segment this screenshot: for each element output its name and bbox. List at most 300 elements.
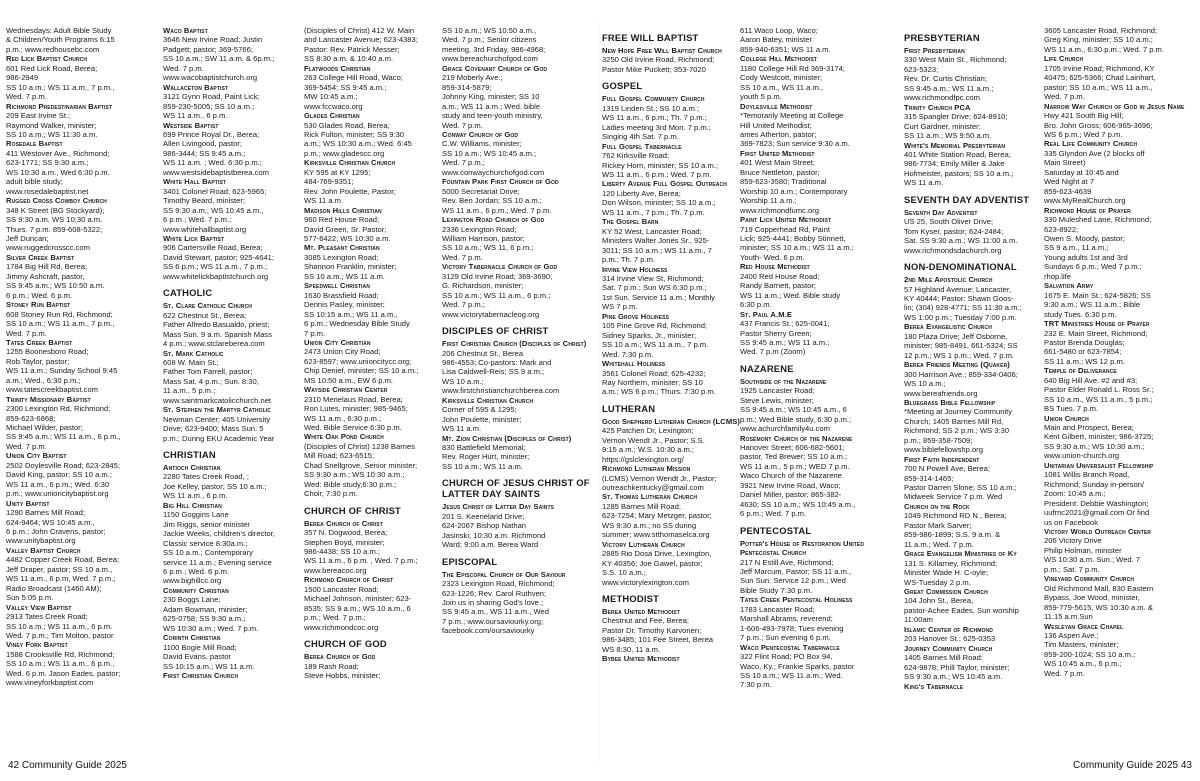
church-name: King's Tabernacle [904, 681, 964, 691]
listing-detail-line: SS 9:45 a.m.; WS 10:45 a.m., 6 [740, 405, 847, 415]
listing-detail-line: 623-5323; [904, 64, 939, 74]
listing-detail-line: Ladies meeting 3rd Mon. 7 p.m.; [602, 122, 711, 132]
listing-detail-line: Choir, 7:30 p.m. [304, 489, 358, 499]
church-name: Wayside Christian Center [304, 385, 388, 395]
listing-detail-line: Steve Lewis, minister; [740, 395, 814, 405]
church-listing [163, 586, 311, 633]
listing-detail-line: WS 10:30 a.m.; Wed. 7 p.m. [163, 623, 259, 633]
church-name: Berea Evangelistic Church [904, 322, 992, 332]
listing-detail-line: 105 Pine Grove Rd, Richmond; [602, 321, 708, 331]
listing-detail-line: Bro. John Gross; 606-965-3696; [1044, 120, 1153, 130]
listing-detail-line: a.m.; WS 11 a.m.; Wed. bible [442, 101, 541, 111]
listing-detail-line: 217 N Estill Ave, Richmond; [740, 557, 834, 567]
listing-detail-line: Pastor Mike Puckett; 353-7020 [602, 64, 706, 74]
listing-detail-line: SS 9:30 a.m.; WS 10:45 a.m., [163, 205, 264, 215]
listing-detail-line: www.union-church.org [1044, 451, 1120, 461]
listing-detail-line: 3921 New Irvine Road, Waco; [740, 480, 841, 490]
listing-detail-line: p.m.; www.unioncitybaptist.org [6, 489, 109, 499]
listing-detail-line: Bible Study 7:30 p.m. [740, 585, 813, 595]
church-name: Trinity Missionary Baptist [6, 394, 91, 404]
listing-detail-line: and Lancaster Avenue; 623-4383; [304, 35, 418, 45]
listing-detail-line: Sat. SS 9:30 a.m.; WS 11:00 a.m. [904, 236, 1018, 246]
section-heading: SEVENTH DAY ADVENTIST [904, 193, 1030, 205]
listing-detail-line: 2473 Union City Road; [304, 347, 381, 357]
church-listing [602, 359, 750, 397]
listing-detail-line: youth 5 p.m. [740, 92, 782, 102]
listing-detail-line: 986-4553; Co-pastors: Mark and [442, 357, 552, 367]
listing-detail-line: a.m.; Wed., 6:30 p.m.; [6, 375, 81, 385]
listing-detail-line: SS 10 a.m.; WS 11 a.m., 6 p.m. [6, 621, 113, 631]
listing-detail-line: Ray Northern, minister; SS 10 [602, 377, 703, 387]
church-listing [6, 451, 154, 498]
listing-detail-line: 859-230-5005; SS 10 a.m.; [163, 101, 255, 111]
listing-detail-line: 1784 Big Hill Rd, Berea; [6, 262, 88, 272]
church-listing [304, 206, 452, 244]
listing-detail-line: 986-2949 [6, 73, 39, 83]
listing-detail-line: 1290 Barnes Mill Road; [6, 508, 85, 518]
listing-detail-line: WS 11 a.m., 6 p.m.; Th. 7 p.m.; [602, 113, 707, 123]
listing-detail-line: 6 p.m.; Wednesday Bible Study [304, 319, 410, 329]
church-listing [163, 463, 311, 501]
listing-detail-line: Raymond Walker, minister; [6, 120, 97, 130]
church-listing [442, 434, 590, 472]
church-listing [6, 253, 154, 300]
listing-detail-line: SS 10 a.m.; WS 11 a.m., 6 p.m.; [442, 290, 551, 300]
church-name: The Gospel Barn [602, 217, 659, 227]
listing-detail-line: WS 8:30, 11 a.m. [602, 644, 661, 654]
church-name: Red Lick Baptist Church [6, 54, 88, 64]
listing-detail-line: SS 9:30 a.m.; WS 10:30 a.m.; [1044, 441, 1145, 451]
listing-detail-line: WS 9:30 a.m.; no SS during [602, 520, 697, 530]
listing-detail-line: Singing 4th Sat. 7 p.m. [602, 132, 679, 142]
church-listing [1044, 102, 1192, 140]
listing-detail-line: & Children/Youth Programs 6:15 [6, 35, 115, 45]
church-name: Valley Baptist Church [6, 545, 81, 555]
listing-detail-line: https://gslclexington.org/ [602, 454, 684, 464]
listing-detail-line: David Evans, pastor [163, 652, 231, 662]
church-name: Corinth Christian [163, 633, 221, 643]
listing-detail-line: 369-5454; SS 9:45 a.m.; [304, 82, 387, 92]
listing-detail-line: Radio Broadcast (1460 AM); [6, 583, 102, 593]
listing-detail-line: MW 10:45 a.m.; [304, 92, 358, 102]
church-name: Grace Covenant Church of God [442, 63, 548, 73]
listing-detail-line: www.bereafriends.org [904, 388, 978, 398]
section-heading: CHRISTIAN [163, 449, 216, 461]
church-listing [602, 94, 750, 141]
listing-detail-line: 2913 Tates Creek Road; [6, 612, 88, 622]
church-name: Seventh Day Adventist [904, 207, 978, 217]
listing-detail-line: 219 Moberly Ave.; [442, 73, 503, 83]
church-name: College Hill Methodist [740, 54, 818, 64]
listing-detail-line: www.firstchristianchurchberea.com [442, 386, 560, 396]
listing-detail-line: 5000 Secretariat Drive; [442, 186, 520, 196]
church-listing [740, 643, 888, 690]
listing-detail-line: www.ruggedcrosscc.com [6, 243, 90, 253]
church-name: Bluegrass Bible Fellowship [904, 397, 996, 407]
church-listing [6, 499, 154, 546]
church-listing [163, 501, 311, 586]
listing-detail-line: SS 10 a.m.; WS 11 a.m., 7 p.m. [602, 340, 709, 350]
listing-detail-line: Mass Sat. 4 p.m.; Sun. 8:30, [163, 376, 259, 386]
church-listing [904, 46, 1052, 103]
church-name: Trinity Church PCA [904, 102, 971, 112]
church-name: Antioch Christian [163, 463, 221, 473]
listing-detail-line: 622 Chestnut St., Berea; [163, 310, 247, 320]
listing-detail-line: WS 7 p.m. [602, 302, 638, 312]
church-name: Waco Pentecostal Tabernacle [740, 642, 840, 652]
listing-detail-line: 2310 Menelaus Road, Berea; [304, 394, 403, 404]
church-listing [1044, 139, 1192, 205]
listing-detail-line: KY 52 West, Lancaster Road; [602, 226, 702, 236]
listing-detail-line: 530 Glades Road, Berea; [304, 120, 390, 130]
listing-detail-line: www.achurchfamily4u.com [740, 424, 830, 434]
church-listing [304, 281, 452, 338]
church-name: Southside of the Nazarene [740, 376, 827, 386]
church-name: Victory World Outreach Center [1044, 527, 1152, 537]
church-name: Richmond Lutheran Mission [602, 464, 691, 474]
church-listing [1044, 414, 1192, 461]
listing-detail-line: SS 10 a.m.; WS 11 a.m., 7 p.m., [6, 319, 115, 329]
listing-detail-line: WS 10:30 a.m. Sun.; Wed. 7 [1044, 555, 1141, 565]
church-listing [304, 519, 452, 576]
listing-detail-line: www.victorytabernacleog.org [442, 309, 540, 319]
church-name: St. Paul A.M.E [740, 309, 793, 319]
listing-detail-line: SS 9:30 a.m.; WS 10:30 a.m.; [304, 470, 405, 480]
listing-detail-line: Sundays 6 p.m.; Wed 7 p.m.; [1044, 262, 1142, 272]
church-name: TRT Ministries House of Prayer [1044, 319, 1150, 329]
listing-detail-line: www.westsidebaptistberea.com [163, 167, 269, 177]
church-name: Life Church [1044, 54, 1084, 64]
listing-detail-line: MS 10:50 a.m., EW 6 p.m. [304, 375, 394, 385]
listing-detail-line: 2336 Lexington Road; [442, 224, 517, 234]
listing-detail-line: 8535; SS 9 a.m.; WS 10 a.m., 6 [304, 603, 411, 613]
listing-detail-line: Don Wilson, minister; SS 10 a.m.; [602, 198, 716, 208]
church-listing [6, 603, 154, 641]
listing-detail-line: Randy Barnett, pastor; [740, 281, 816, 291]
listing-detail-line: Father Alfredo Basualdo, priest; [163, 320, 270, 330]
church-listing [442, 177, 590, 215]
section-heading: METHODIST [602, 593, 660, 605]
listing-detail-line: Wed. 7 p.m.; Tim Molton, pastor [6, 631, 114, 640]
listing-detail-line: Jeff Marcum, Pastor; SS 11 a.m., [740, 567, 852, 577]
listing-detail-line: 411 Westover Ave., Richmond; [6, 148, 110, 158]
listing-detail-line: 2885 Rio Dosa Drive, Lexington, [602, 549, 712, 559]
listing-detail-line: Richmond; Sunday in-person/ [1044, 479, 1145, 489]
listing-detail-line: 11:00am [904, 615, 933, 625]
listing-detail-line: SS 10 a.m.; WS 11 a.m. [442, 461, 523, 471]
church-listing [6, 338, 154, 395]
section-heading: FREE WILL BAPTIST [602, 32, 699, 43]
church-name: Fountain Park First Church of God [442, 177, 559, 187]
listing-detail-line: Ward; 9:00 a.m. Berea Ward [442, 540, 539, 550]
listing-detail-line: Wed Night at 7 [1044, 177, 1095, 187]
listing-detail-line: 2280 Tates Creek Road, ; [163, 472, 249, 482]
church-listing [602, 265, 750, 312]
listing-detail-line: Michael Johnson, minister; 623- [304, 594, 412, 604]
listing-detail-line: rhop.life [1044, 271, 1072, 281]
listing-detail-line: SS 10 a.m.; WS 10:45 a.m.; [442, 148, 537, 158]
listing-detail-line: WS 10 a.m.; [442, 376, 484, 386]
listing-detail-line: Bypass, Joe Wood, minister, [1044, 593, 1140, 603]
listing-detail-line: Jimmy Ashcraft, pastor, [6, 271, 85, 281]
listing-detail-line: SS 10 a.m.; WS 11, 6 p.m.; [442, 243, 534, 253]
church-listing [602, 607, 750, 654]
listing-detail-line: 1285 Barnes Mill Road; [602, 501, 681, 511]
church-listing [740, 434, 888, 472]
church-name: Richmond House of Prayer [1044, 205, 1131, 215]
listing-detail-line: 1180 College Hill Rd 369-3174; [740, 63, 845, 73]
church-listing [740, 54, 888, 101]
listing-detail-line: 700 N Powell Ave, Berea; [904, 464, 990, 474]
listing-detail-line: Marshall Abrams, reverend; [740, 614, 833, 624]
listing-detail-line: Lick; 925-4441; Bobby Stinnett, [740, 233, 846, 243]
church-listing [602, 492, 750, 539]
listing-detail-line: Rev. Roger Hurt, minister; [442, 452, 530, 462]
listing-detail-line: 719 Copperhead Rd, Paint [740, 224, 830, 234]
church-name: Irvine View Holiness [602, 264, 668, 274]
listing-detail-line: Greg King, minister; SS 10 a.m.; [1044, 35, 1153, 45]
church-name: Conway Church of God [442, 129, 519, 139]
listing-detail-line: Owen S. Moody, pastor; [1044, 233, 1125, 243]
listing-detail-line: 611 Waco Loop, Waco; [740, 26, 818, 35]
church-listing [602, 540, 750, 587]
section-heading: PRESBYTERIAN [904, 32, 980, 43]
listing-detail-line: 6 p.m.; Wed. 7 p.m.; [163, 215, 232, 225]
listing-detail-line: 7:30 p.m. [740, 680, 772, 690]
church-listing [304, 652, 452, 680]
listing-detail-line: 859-314-1465; [904, 473, 954, 483]
listing-detail-line: 104 John St., Berea, [904, 596, 974, 606]
listing-detail-line: 232 E. Main Street, Richmond; [1044, 328, 1148, 338]
listing-detail-line: 314 Irvine View St, Richmond; [602, 273, 704, 283]
church-listing [602, 654, 750, 663]
listing-detail-line: President: Debbie Washington; [1044, 498, 1149, 508]
church-listing [602, 464, 750, 492]
listing-detail-line: 625-0758; SS 9:30 a.m.; [163, 614, 246, 624]
listing-detail-line: 11 a.m.; Wed. 7 p.m. [904, 539, 974, 549]
listing-detail-line: 830 Battlefield Memorial; [442, 443, 526, 453]
church-name: Silver Creek Baptist [6, 252, 75, 262]
church-listing [304, 338, 452, 385]
church-name: Salvation Army [1044, 281, 1094, 291]
church-listing [904, 587, 1052, 625]
listing-detail-line: www.saintmarkcatolicchurch.net [163, 395, 272, 405]
listing-detail-line: 2300 Lexington Rd, Richmond; [6, 404, 111, 414]
listing-detail-line: Wed. 7 p.m. [1044, 668, 1085, 678]
church-listing [6, 54, 154, 101]
church-listing [602, 179, 750, 217]
listing-detail-line: US 25, South Oliver Drive; [904, 217, 994, 227]
listing-detail-line: Jeff Draper, pastor; SS 10 a.m., [6, 564, 113, 574]
church-listing [6, 640, 154, 687]
listing-detail-line: Sat. 7 p.m.; Sun WS 6:30 p.m.; [602, 283, 707, 293]
listing-detail-line: SS 9:30 a.m.; WS 10:45 a.m. [904, 672, 1003, 682]
church-name: Richmond Church of Christ [304, 575, 394, 585]
listing-detail-line: KY 40444; Pastor: Shawn Goos- [904, 293, 1014, 303]
church-name: Westside Baptist [163, 120, 219, 130]
church-name: Vineyard Community Church [1044, 574, 1135, 584]
listing-detail-line: 640 Big Hill Ave. #2 and #3; [1044, 375, 1138, 385]
church-name: Wallaceton Baptist [163, 82, 229, 92]
church-name: Bybee United Methodist [602, 654, 680, 664]
church-listing [442, 396, 590, 434]
church-name: St. Thomas Lutheran Church [602, 492, 698, 502]
listing-detail-line: 40475; 625-5366; Chad Lainhart, [1044, 73, 1156, 83]
listing-detail-line: WS 11 a.m., 6 p.m.; Wed. 6:30 [6, 479, 110, 489]
church-listing [1044, 527, 1192, 574]
church-name: Flatwoods Christian [304, 63, 371, 73]
listing-detail-line: KY 595 at KY 1295; [304, 167, 371, 177]
listing-detail-line: 960 Red House Road; [304, 215, 380, 225]
church-name: New Hope Free Will Baptist Church [602, 46, 722, 55]
listing-detail-line: Newman Center; 405 University [163, 414, 271, 424]
listing-detail-line: 859-779-5615, WS 10:30 a.m. & [1044, 602, 1153, 612]
listing-detail-line: 330 Muleshed Lane, Richmond; [1044, 215, 1152, 225]
listing-detail-line: Lisa Caldwell-Reis; SS 9 a.m.; [442, 367, 545, 377]
church-name: Jesus Christ of Latter Day Saints [442, 502, 555, 512]
listing-detail-line: SS 10 a.m.; SW 11 a.m. & 6p.m.; [163, 54, 275, 64]
listing-detail-line: 348 K Street (BG Stockyard); [6, 205, 105, 215]
listing-detail-line: 699 Prince Royal Dr., Berea; [163, 129, 260, 139]
church-name: Full Gospel Tabernacle [602, 141, 682, 151]
directory-column-6 [740, 26, 888, 761]
listing-detail-line: Wed. 7 p.m. [442, 120, 483, 130]
listing-detail-line: p.m.; Th. 7 p.m. [602, 255, 656, 265]
listing-detail-line: 322 Flint Road; PO Box 94, [740, 652, 833, 662]
church-listing [904, 682, 1052, 691]
listing-detail-line: adult bible study; [6, 177, 63, 187]
listing-detail-line: WS-Tuesday 2 p.m. [904, 577, 971, 587]
church-listing [1044, 26, 1192, 54]
listing-detail-line: 859-200-1024; SS 10 a.m.; [1044, 649, 1136, 659]
listing-detail-line: Worship 10 a.m.; Contemporary [740, 186, 848, 196]
listing-detail-line: 203 Hanover St.; 625-0353 [904, 634, 996, 644]
church-name: Church on the Rock [904, 501, 970, 511]
church-name: Berea Church of God [304, 652, 376, 662]
church-name: Temple of Deliverance [1044, 366, 1117, 376]
church-listing [163, 83, 311, 121]
listing-detail-line: SS 9:30 a.m. WS 10;30 a.m. [6, 215, 103, 225]
listing-detail-line: 131 S. Killarney, Richmond; [904, 558, 998, 568]
church-listing [602, 46, 750, 74]
listing-detail-line: Sidney Sparks, Jr., minister; [602, 330, 697, 340]
listing-detail-line: Wed. 6 p.m. Jason Eades, pastor; [6, 668, 121, 678]
listing-detail-line: www.richmondsdachurch.org [904, 245, 1002, 255]
listing-detail-line: Wed: Bible study,6:30 p.m.; [304, 479, 397, 489]
church-name: Stoney Run Baptist [6, 300, 71, 310]
church-name: Berea United Methodist [602, 607, 680, 617]
church-name: Tates Creek Pentecostal Holiness [740, 595, 853, 605]
listing-detail-line: Father Tom Farrell, pastor; [163, 367, 253, 377]
listing-detail-line: Chip Denief, minister; SS 10 a.m.; [304, 366, 419, 376]
listing-detail-line: 9:30 a.m.; WS 11 a.m.; Bible [1044, 300, 1141, 310]
listing-detail-line: WS 11 a.m., 6 p.m.; Wed. 7 p.m. [442, 205, 552, 215]
listing-detail-line: Old Richmond Mall, 830 Eastern [1044, 583, 1154, 593]
listing-detail-line: 1081 Willis Branch Road, [1044, 470, 1130, 480]
listing-detail-line: 263 College Hill Road, Waco; [304, 73, 403, 83]
church-name: White Oak Pond Church [304, 432, 384, 442]
listing-detail-line: Pastor Sherry Green; [740, 328, 812, 338]
listing-detail-line: David Green, Sr. Pastor; [304, 224, 387, 234]
church-listing [1044, 461, 1192, 527]
directory-column-3 [304, 26, 452, 761]
listing-detail-line: SS 10 a.m., WS 11 a.m., 5 p.m.; [1044, 394, 1153, 404]
church-listing [904, 275, 1052, 322]
listing-detail-line: 401 White Station Road, Berea; [904, 149, 1011, 159]
church-name: First Presbyterian [904, 46, 965, 55]
listing-detail-line: www.vineyforkbaptist.com [6, 678, 94, 688]
church-name: Liberty Avenue Full Gospel Outreach [602, 179, 727, 189]
listing-detail-line: 180 Plaza Drive; Jeff Osborne, [904, 331, 1008, 341]
listing-detail-line: WS 11 a.m.; Wed. Bible study [740, 290, 841, 300]
listing-detail-line: Aaron Batey, minister [740, 35, 813, 45]
church-listing [442, 339, 590, 396]
listing-detail-line: SS 10 a.m., WS 11 a.m., [740, 82, 823, 92]
section-heading: GOSPEL [602, 80, 643, 92]
listing-detail-line: Youth- Wed. 6 p.m. [740, 252, 805, 262]
listing-detail-line: S.S. 10 a.m.; [602, 568, 646, 578]
church-listing [904, 644, 1052, 682]
listing-detail-line: 859-623-3580; Traditional [740, 177, 827, 187]
listing-detail-line: (LCMS) Vernon Wendt Jr., Pastor; [602, 473, 717, 483]
church-listing [602, 142, 750, 180]
listing-detail-line: Pastor Brenda Douglas; [1044, 337, 1125, 347]
church-name: Viney Fork Baptist [6, 640, 68, 650]
listing-detail-line: www.bereachurchofgod.com [442, 54, 538, 64]
listing-detail-line: Adam Bowman, minister; [163, 604, 248, 614]
listing-detail-line: pastor-Achee Eades, Sun worship [904, 605, 1019, 615]
church-listing [442, 502, 590, 549]
listing-detail-line: 1-606-493-7978; Tues evening [740, 623, 844, 633]
church-name: First Christian Church [163, 671, 239, 680]
listing-detail-line: Pastor Dr. Timothy Karvonen; [602, 625, 702, 635]
church-name: Glades Christian [304, 111, 360, 121]
church-name: Great Commission Church [904, 587, 988, 597]
church-name: Grace Evangelism Ministries of Ky [904, 549, 1017, 559]
church-name: Islamic Center of Richmond [904, 624, 993, 634]
listing-detail-line: 315 Spangler Drive; 624-8910; [904, 112, 1008, 122]
listing-detail-line: Pastor Elder Ronald L. Ross Sr.; [1044, 385, 1154, 395]
listing-detail-line: 1049 Richmond RD N., Berea; [904, 511, 1007, 521]
listing-detail-line: WS 11 a.m. [304, 196, 344, 206]
church-name: Madison Hills Christian [304, 205, 382, 215]
church-name: Community Christian [163, 585, 229, 595]
listing-detail-line: 437 Francis St.; 625-0041; [740, 319, 830, 329]
church-listing [442, 215, 590, 262]
directory-column-8 [1044, 26, 1192, 761]
church-name: Unity Baptist [6, 498, 50, 508]
section-heading: EPISCOPAL [442, 555, 498, 567]
church-name: Real Life Community Church [1044, 139, 1138, 149]
church-name: Rugged Cross Cowboy Church [6, 196, 107, 206]
church-listing [904, 455, 1052, 502]
listing-detail-line: Sun Sun. Service 12 p.m.; Wed [740, 576, 846, 586]
church-listing [1044, 622, 1192, 679]
listing-detail-line: SS 9:45 a.m., WS 11 a.m., Wed [442, 607, 549, 617]
listing-detail-line: 1783 Lancaster Road; [740, 604, 815, 614]
listing-detail-line: p.m.; www.gladescc.org [304, 148, 385, 158]
listing-detail-line: Wed. 7 p.m. [1044, 92, 1085, 102]
church-listing [740, 262, 888, 309]
church-name: 2nd Mile Apostolic Church [904, 275, 993, 285]
listing-detail-line: Minister Wade H. C-oyle; [904, 568, 989, 578]
listing-detail-line: 300 Harrison Ave.; 859-334-0406; [904, 369, 1018, 379]
church-listing [904, 502, 1052, 549]
listing-detail-line: Hofmeister, pastors; SS 10 a.m.; [904, 168, 1014, 178]
listing-detail-line: 401 West Main Street; [740, 158, 815, 168]
church-listing [1044, 366, 1192, 413]
listing-detail-line: 661-5480 or 623-7854; [1044, 347, 1122, 357]
